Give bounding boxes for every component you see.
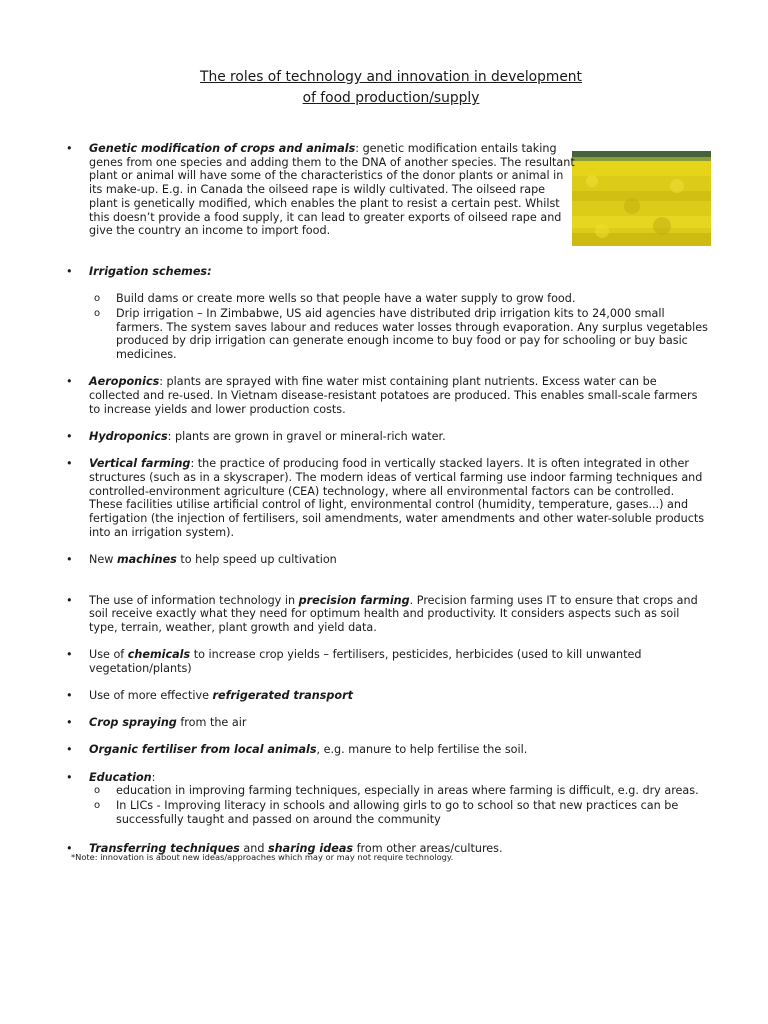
bullet-icon: • — [66, 689, 73, 703]
sub-item-text: Drip irrigation – In Zimbabwe, US aid agencies have distributed drip irrigation kits to 24,000 small farmers. The system saves labour and reduces water losses through evaporation. Any surplus vegetables produced by drip irrigation can generate enough income to buy food or pay for schooling or buy basic medicines. — [116, 307, 708, 362]
page-title — [0, 67, 768, 109]
bullet-icon: • — [66, 429, 73, 443]
item-heading: Organic fertiliser from local animals — [89, 743, 317, 757]
item-text: from the air — [176, 716, 247, 730]
list-item-vertical-farming — [66, 457, 708, 539]
item-text: , e.g. manure to help fertilise the soil. — [316, 743, 528, 757]
item-heading: Transferring techniques — [89, 841, 240, 855]
list-item-education — [66, 771, 708, 785]
item-text: : the practice of producing food in vertically stacked layers. It is often integrated in other structures (such as in a skyscraper). The modern ideas of vertical farming use indoor farming techniques and controlled-environment agriculture (CEA) technology, where all environmental factors can be controlled. These facilities utilise artificial control of light, environmental control (humidity, temperature, gases...) and fertigation (the injection of fertilisers, soil amendments, water amendments and other water-soluble products into an irrigation system). — [89, 457, 705, 539]
bullet-list — [66, 142, 708, 869]
item-heading: Hydroponics — [89, 429, 168, 443]
item-heading: Irrigation schemes: — [89, 264, 212, 278]
sub-item-text: In LICs - Improving literacy in schools and allowing girls to go to school so that new practices can be successfully taught and passed on around the community — [116, 799, 679, 826]
education-sublist — [66, 784, 708, 826]
sub-item-text: education in improving farming techniques, especially in areas where farming is difficult, e.g. dry areas. — [116, 784, 699, 798]
item-text: : — [151, 770, 156, 784]
list-item-organic-fertiliser — [66, 743, 708, 757]
bullet-icon: • — [66, 648, 73, 662]
bullet-icon: • — [66, 552, 73, 566]
sub-bullet-icon: o — [94, 785, 101, 797]
item-heading: Vertical farming — [89, 457, 191, 471]
item-heading: refrigerated transport — [212, 689, 353, 703]
item-prefix: Use of — [89, 648, 128, 662]
item-text: to increase crop yields – fertilisers, pesticides, herbicides (used to kill unwanted vegetation/plants) — [89, 648, 642, 675]
sub-bullet-icon: o — [94, 800, 101, 812]
item-heading: Aeroponics — [89, 375, 160, 389]
item-heading: Education — [89, 770, 152, 784]
list-item-precision-farming — [66, 594, 708, 635]
bullet-icon: • — [66, 593, 73, 607]
item-text: to help speed up cultivation — [176, 552, 337, 566]
item-prefix: Use of more effective — [89, 689, 213, 703]
sub-item — [66, 307, 708, 362]
list-item-chemicals — [66, 648, 708, 675]
list-item-hydroponics — [66, 430, 708, 444]
item-text: and — [239, 841, 269, 855]
bullet-icon: • — [66, 841, 73, 855]
item-heading: chemicals — [127, 648, 191, 662]
footnote: *Note: innovation is about new ideas/approaches which may or may not require technology. — [71, 852, 454, 862]
item-heading: Crop spraying — [89, 716, 177, 730]
item-text: . Precision farming uses IT to ensure that crops and soil receive exactly what they need for optimum health and productivity. It considers aspects such as soil type, terrain, weather, plant growth and yield data. — [89, 593, 698, 634]
list-item-refrigerated-transport — [66, 689, 708, 703]
item-heading-2: sharing ideas — [268, 841, 354, 855]
item-text: : plants are sprayed with fine water mist containing plant nutrients. Excess water can be collected and re-used. In Vietnam disease-resistant potatoes are produced. This enables small-scale farmers to increase yields and lower production costs. — [89, 375, 698, 416]
item-text-2: from other areas/cultures. — [353, 841, 503, 855]
item-heading: machines — [116, 552, 177, 566]
sub-item-text: Build dams or create more wells so that people have a water supply to grow food. — [116, 292, 576, 306]
list-item-genetic-modification — [66, 142, 575, 238]
bullet-icon: • — [66, 716, 73, 730]
list-item-machines — [66, 553, 708, 567]
item-text: : genetic modification entails taking genes from one species and adding them to the DNA of another species. The resultant plant or animal will have some of the characteristics of the donor plants or animal in its make-up. E.g. in Canada the oilseed rape is wildly cultivated. The oilseed rape plant is genetically modified, which enables the plant to resist a certain pest. Whilst this doesn’t provide a food supply, it can lead to greater exports of oilseed rape and give the country an income to import food. — [89, 142, 575, 238]
title-line-2: of food production/supply — [302, 90, 480, 106]
list-item-aeroponics — [66, 375, 708, 416]
item-text: : plants are grown in gravel or mineral-rich water. — [167, 429, 446, 443]
sub-item — [66, 292, 708, 306]
sub-item — [66, 799, 708, 826]
list-item-irrigation — [66, 265, 708, 279]
title-line-1: The roles of technology and innovation in development — [200, 69, 582, 85]
item-heading: Genetic modification of crops and animals — [89, 142, 356, 155]
item-prefix: The use of information technology in — [89, 593, 299, 607]
sub-item — [66, 784, 708, 798]
item-heading: precision farming — [298, 593, 410, 607]
bullet-icon: • — [66, 457, 73, 471]
bullet-icon: • — [66, 743, 73, 757]
sub-bullet-icon: o — [94, 293, 101, 305]
irrigation-sublist — [66, 279, 708, 362]
sub-bullet-icon: o — [94, 308, 101, 320]
bullet-icon: • — [66, 142, 73, 155]
bullet-icon: • — [66, 770, 73, 784]
bullet-icon: • — [66, 375, 73, 389]
list-item-crop-spraying — [66, 716, 708, 730]
item-prefix: New — [89, 552, 117, 566]
bullet-icon: • — [66, 264, 73, 278]
